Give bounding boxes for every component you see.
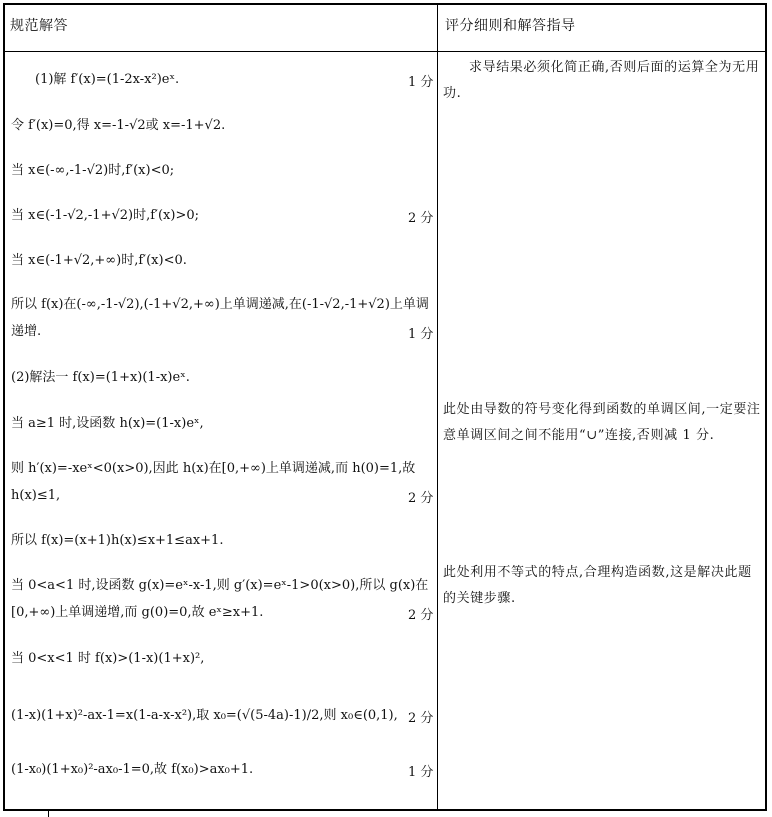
solution-line: (1-x₀)(1+x₀)²-ax₀-1=0,故 f(x₀)>ax₀+1. <box>11 762 254 777</box>
guidance-note <box>443 397 765 449</box>
score-label: 2 分 <box>408 491 434 506</box>
solution-line: 当 x∈(-1+√2,+∞)时,f′(x)<0. <box>11 253 187 268</box>
solution-line: 则 h′(x)=-xeˣ<0(x>0),因此 h(x)在[0,+∞)上单调递减,而 h(0)=1,故 <box>11 461 416 476</box>
guidance-text: 此处由导数的符号变化得到函数的单调区间,一定要注意单调区间之间不能用“∪”连接,否则减 1 分. <box>443 402 761 443</box>
solution-line: 所以 f(x)在(-∞,-1-√2),(-1+√2,+∞)上单调递减,在(-1-√2,-1+√2)上单调 <box>11 297 429 312</box>
solution-line: (2)解法一 f(x)=(1+x)(1-x)eˣ. <box>11 370 190 385</box>
solution-line: (1-x)(1+x)²-ax-1=x(1-a-x-x²),取 x₀=(√(5-4a)-1)/2,则 x₀∈(0,1), <box>11 708 398 723</box>
guidance-text: 求导结果必须化简正确,否则后面的运算全为无用功. <box>443 60 760 101</box>
header-grading-guide: 评分细则和解答指导 <box>445 18 576 34</box>
header-standard-solution: 规范解答 <box>10 18 68 34</box>
solution-line: 当 0<x<1 时 f(x)>(1-x)(1+x)², <box>11 651 205 666</box>
solution-line: 当 x∈(-∞,-1-√2)时,f′(x)<0; <box>11 163 175 178</box>
solution-line: 令 f′(x)=0,得 x=-1-√2或 x=-1+√2. <box>11 118 226 133</box>
score-label: 2 分 <box>408 608 434 623</box>
solution-table <box>3 3 767 811</box>
solution-line: 递增. <box>11 324 42 339</box>
solution-line: (1)解 f′(x)=(1-2x-x²)eˣ. <box>35 72 180 87</box>
score-label: 2 分 <box>408 711 434 726</box>
page-tick <box>48 811 49 817</box>
solution-line: 当 x∈(-1-√2,-1+√2)时,f′(x)>0; <box>11 208 199 223</box>
solution-line: h(x)≤1, <box>11 488 61 503</box>
solution-line: 所以 f(x)=(x+1)h(x)≤x+1≤ax+1. <box>11 533 224 548</box>
guidance-text: 此处利用不等式的特点,合理构造函数,这是解决此题的关键步骤. <box>443 565 752 606</box>
score-label: 1 分 <box>408 765 434 780</box>
score-label: 1 分 <box>408 75 434 90</box>
header-divider <box>5 51 765 52</box>
solution-line: 当 a≥1 时,设函数 h(x)=(1-x)eˣ, <box>11 416 204 431</box>
guidance-note <box>443 55 765 107</box>
score-label: 2 分 <box>408 211 434 226</box>
column-divider <box>437 5 438 809</box>
score-label: 1 分 <box>408 327 434 342</box>
solution-line: 当 0<a<1 时,设函数 g(x)=eˣ-x-1,则 g′(x)=eˣ-1>0(x>0),所以 g(x)在 <box>11 578 429 593</box>
guidance-note <box>443 560 765 612</box>
solution-line: [0,+∞)上单调递增,而 g(0)=0,故 eˣ≥x+1. <box>11 605 264 620</box>
